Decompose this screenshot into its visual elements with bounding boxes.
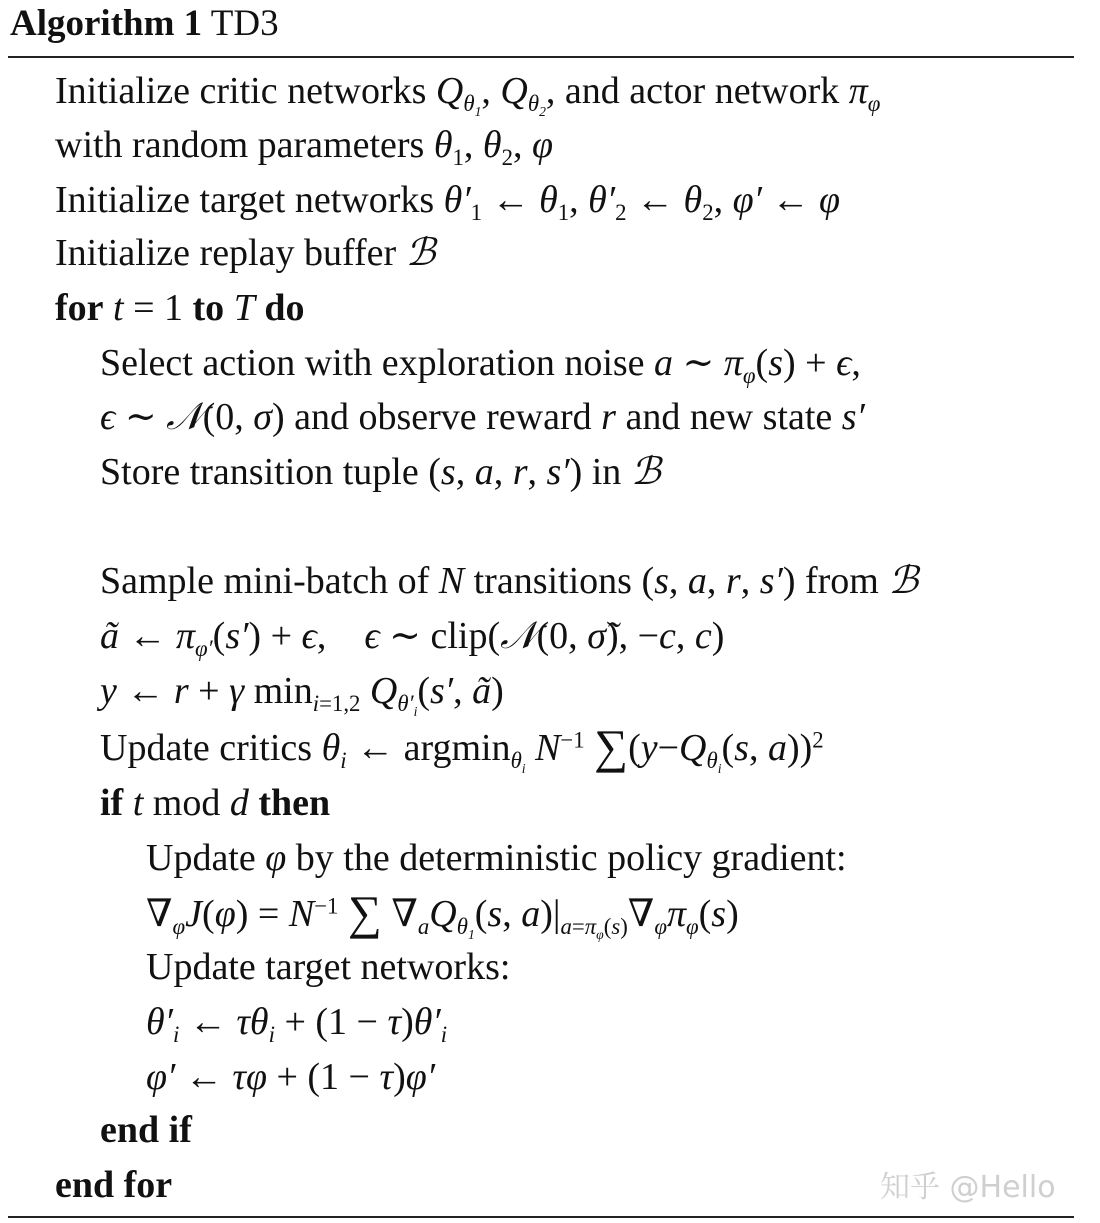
line-text: Update φ by the deterministic policy gradient: <box>146 837 847 879</box>
algo-line-16 <box>146 940 510 994</box>
algo-line-1 <box>55 64 880 118</box>
algo-line-7 <box>100 390 865 444</box>
algo-line-3 <box>55 173 840 227</box>
algo-line-20 <box>55 1158 172 1212</box>
algo-line-18 <box>146 1050 435 1104</box>
algorithm-name: TD3 <box>210 3 279 44</box>
line-text: end if <box>100 1109 192 1151</box>
algo-line-19 <box>100 1103 192 1157</box>
line-text: if t mod d then <box>100 782 331 824</box>
bottom-rule <box>8 1216 1074 1218</box>
line-text: Update target networks: <box>146 946 511 988</box>
line-text: ϵ ∼ 𝒩(0, σ) and observe reward r and new state s′ <box>100 396 865 438</box>
algo-line-10 <box>100 609 724 663</box>
algo-line-9 <box>100 554 918 608</box>
algo-line-13 <box>100 776 330 830</box>
line-text: y ← r + γ $\min_{i=1,2} Q_{\theta'_i}(s'$, ã) <box>100 670 504 719</box>
line-text: ã ← $\pi_{\varphi'}(s') + \epsilon$, ϵ ∼ clip(𝒩(0, σ̃), −c, c) <box>100 615 725 661</box>
algorithm-label: Algorithm 1 <box>10 3 203 44</box>
algo-line-5 <box>55 281 304 335</box>
line-text: for t = 1 to T do <box>55 287 305 329</box>
algo-line-2 <box>55 118 553 172</box>
line-text: Update critics $\theta_i$ ← argmin$_{\theta_i}$ $N^{-1}$ $\sum(y-Q_{\theta_i}(s$, a))$^2$ <box>100 721 824 776</box>
line-text: Initialize replay buffer ℬ <box>55 232 436 274</box>
line-text: Sample mini-batch of N transitions (s, a, r, s′) from ℬ <box>100 560 919 602</box>
algo-line-4 <box>55 226 436 280</box>
algo-line-14 <box>146 831 847 885</box>
line-text: end for <box>55 1164 173 1206</box>
line-text: $\theta'_i$ ← $\tau\theta_i + (1 - \tau)\theta'_i$ <box>146 1001 448 1047</box>
algo-line-12 <box>100 720 824 774</box>
top-rule <box>8 56 1074 58</box>
line-text: Initialize target networks $\theta'_1$ ← $\theta_1$, $\theta'_2$ ← $\theta_2$, φ′ ← φ <box>55 179 840 225</box>
algo-line-6 <box>100 336 861 390</box>
algo-line-15 <box>146 886 739 940</box>
algo-line-11 <box>100 664 504 718</box>
line-text: Initialize critic networks $Q_{\theta_1}$, $Q_{\theta_2}$, and actor network $\pi_\varphi$ <box>55 70 881 119</box>
algo-line-17 <box>146 995 447 1049</box>
line-text: $\nabla_\varphi J(\varphi) = N^{-1}$ ∑ $\nabla_aQ_{\theta_1}(s$, $a)|_{a=\pi_\varphi(s)}\nabla_\varphi\pi_\varphi(s)$ <box>146 887 739 942</box>
algorithm-header <box>10 0 279 48</box>
watermark: 知乎 @Hello <box>880 1170 1056 1205</box>
algo-line-8 <box>100 445 661 499</box>
line-text: with random parameters $\theta_1$, $\theta_2$, φ <box>55 124 553 170</box>
line-text: Store transition tuple (s, a, r, s′) in ℬ <box>100 451 661 493</box>
line-text: Select action with exploration noise a ∼ $\pi_\varphi(s) + \epsilon$, <box>100 342 861 388</box>
line-text: φ′ ← τφ + (1 − τ)φ′ <box>146 1056 436 1098</box>
